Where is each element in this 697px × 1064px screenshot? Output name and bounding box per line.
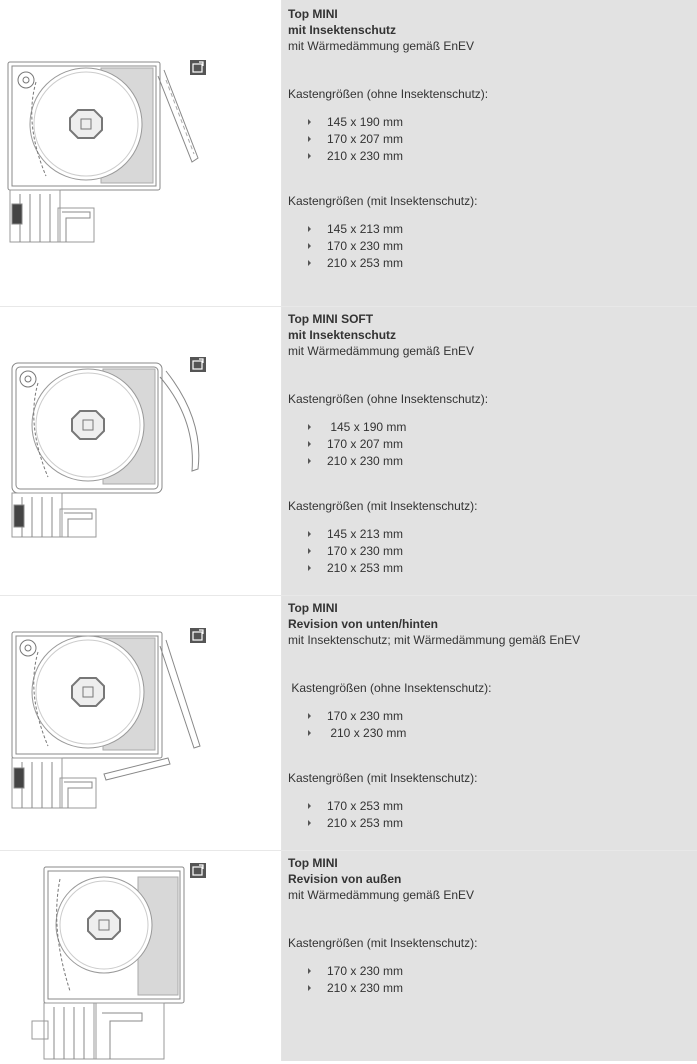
shutter-box-drawing bbox=[30, 863, 200, 1063]
product-row bbox=[0, 0, 697, 306]
product-image-cell bbox=[0, 0, 282, 306]
bullet-icon bbox=[308, 260, 311, 266]
product-row bbox=[0, 596, 697, 850]
bullet-icon bbox=[308, 803, 311, 809]
bullet-icon bbox=[308, 565, 311, 571]
product-image-cell bbox=[0, 596, 282, 850]
size-list-item: 170 x 253 mm bbox=[308, 798, 403, 814]
product-subtitle: mit Insektenschutz bbox=[288, 328, 397, 342]
size-list-item: 170 x 207 mm bbox=[308, 131, 403, 147]
product-title: Top MINI SOFT bbox=[288, 312, 374, 326]
size-list-item: 210 x 230 mm bbox=[308, 980, 403, 996]
size-group-heading: Kastengrößen (ohne Insektenschutz): bbox=[288, 392, 489, 406]
size-list-item: 210 x 253 mm bbox=[308, 560, 403, 576]
size-list-item: 210 x 230 mm bbox=[308, 725, 406, 741]
size-list-item: 210 x 230 mm bbox=[308, 453, 403, 469]
size-list-item: 170 x 230 mm bbox=[308, 543, 403, 559]
size-list-item: 170 x 230 mm bbox=[308, 708, 403, 724]
product-text-cell bbox=[282, 596, 697, 850]
product-row bbox=[0, 851, 697, 1061]
size-group-heading: Kastengrößen (mit Insektenschutz): bbox=[288, 771, 478, 785]
size-list-item: 145 x 190 mm bbox=[308, 419, 406, 435]
size-list-item: 210 x 253 mm bbox=[308, 255, 403, 271]
size-group-heading: Kastengrößen (ohne Insektenschutz): bbox=[288, 87, 489, 101]
zoom-icon[interactable] bbox=[190, 60, 206, 75]
size-group-heading: Kastengrößen (ohne Insektenschutz): bbox=[288, 681, 492, 695]
product-text-cell bbox=[282, 851, 697, 1061]
product-title: Top MINI bbox=[288, 601, 338, 615]
bullet-icon bbox=[308, 713, 311, 719]
shutter-box-drawing bbox=[8, 628, 208, 813]
bullet-icon bbox=[308, 820, 311, 826]
bullet-icon bbox=[308, 985, 311, 991]
bullet-icon bbox=[308, 548, 311, 554]
bullet-icon bbox=[308, 730, 311, 736]
zoom-icon[interactable] bbox=[190, 628, 206, 643]
product-title: Top MINI bbox=[288, 856, 338, 870]
zoom-icon[interactable] bbox=[190, 357, 206, 372]
size-list-item: 145 x 190 mm bbox=[308, 114, 403, 130]
size-group-heading: Kastengrößen (mit Insektenschutz): bbox=[288, 499, 478, 513]
size-list-item: 210 x 253 mm bbox=[308, 815, 403, 831]
product-text-cell bbox=[282, 307, 697, 595]
bullet-icon bbox=[308, 424, 311, 430]
size-list-item: 170 x 230 mm bbox=[308, 963, 403, 979]
bullet-icon bbox=[308, 136, 311, 142]
product-description: mit Wärmedämmung gemäß EnEV bbox=[288, 888, 475, 902]
product-subtitle: Revision von außen bbox=[288, 872, 402, 886]
product-image-cell bbox=[0, 307, 282, 595]
bullet-icon bbox=[308, 531, 311, 537]
product-text-cell bbox=[282, 0, 697, 306]
product-image-cell bbox=[0, 851, 282, 1061]
product-subtitle: Revision von unten/hinten bbox=[288, 617, 439, 631]
product-description: mit Wärmedämmung gemäß EnEV bbox=[288, 39, 475, 53]
size-group-heading: Kastengrößen (mit Insektenschutz): bbox=[288, 194, 478, 208]
product-title: Top MINI bbox=[288, 7, 338, 21]
bullet-icon bbox=[308, 153, 311, 159]
shutter-box-drawing bbox=[6, 58, 206, 248]
product-description: mit Wärmedämmung gemäß EnEV bbox=[288, 344, 475, 358]
bullet-icon bbox=[308, 441, 311, 447]
product-row bbox=[0, 307, 697, 595]
size-list-item: 210 x 230 mm bbox=[308, 148, 403, 164]
bullet-icon bbox=[308, 226, 311, 232]
product-description: mit Insektenschutz; mit Wärmedämmung gemäß EnEV bbox=[288, 633, 581, 647]
size-list-item: 145 x 213 mm bbox=[308, 221, 403, 237]
bullet-icon bbox=[308, 243, 311, 249]
bullet-icon bbox=[308, 458, 311, 464]
shutter-box-drawing bbox=[8, 359, 208, 539]
zoom-icon[interactable] bbox=[190, 863, 206, 878]
size-list-item: 170 x 230 mm bbox=[308, 238, 403, 254]
size-group-heading: Kastengrößen (mit Insektenschutz): bbox=[288, 936, 478, 950]
bullet-icon bbox=[308, 119, 311, 125]
product-subtitle: mit Insektenschutz bbox=[288, 23, 397, 37]
size-list-item: 145 x 213 mm bbox=[308, 526, 403, 542]
size-list-item: 170 x 207 mm bbox=[308, 436, 403, 452]
bullet-icon bbox=[308, 968, 311, 974]
